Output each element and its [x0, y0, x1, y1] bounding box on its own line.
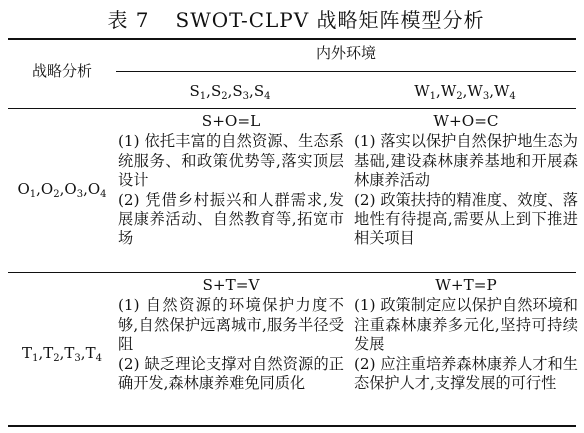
wt-strategy-head: W+T=P — [435, 276, 497, 294]
header-bottom-rule — [8, 108, 576, 109]
wt-strategy-cell — [354, 276, 578, 393]
wo-strategy-cell — [354, 112, 578, 249]
so-strategy-item-1: (1) 依托丰富的自然资源、生态系统服务、和政策优势等,落实顶层设计 — [118, 132, 344, 190]
table-title-text: SWOT-CLPV 战略矩阵模型分析 — [175, 8, 485, 32]
wt-strategy-item-2: (2) 应注重培养森林康养人才和生态保护人才,支撑发展的可行性 — [354, 354, 578, 393]
so-strategy-item-2: (2) 凭借乡村振兴和人群需求,发展康养活动、自然教育等,拓宽市场 — [118, 190, 344, 248]
wo-strategy-item-1: (1) 落实以保护自然保护地生态为基础,建设森林康养基地和开展森林康养活动 — [354, 132, 578, 190]
st-strategy-item-2: (2) 缺乏理论支撑对自然资源的正确开发,森林康养难免同质化 — [118, 354, 344, 393]
strengths-header: $S_1,S_2,S_3,S_4$ — [189, 82, 271, 102]
table-label: 表 7 — [107, 8, 150, 32]
group-header-rule — [116, 71, 576, 72]
top-rule — [8, 38, 576, 40]
st-strategy-item-1: (1) 自然资源的环境保护力度不够,自然保护远离城市,服务半径受阻 — [118, 296, 344, 354]
wo-strategy-item-2: (2) 政策扶持的精准度、效度、落地性有待提高,需要从上到下推进相关项目 — [354, 190, 578, 248]
weaknesses-header: $W_1,W_2,W_3,W_4$ — [414, 82, 516, 102]
wt-strategy-item-1: (1) 政策制定应以保护自然环境和注重森林康养多元化,坚持可持续发展 — [354, 296, 578, 354]
table-title — [0, 4, 584, 33]
so-strategy-cell — [118, 112, 344, 249]
threats-row-label: $T_1,T_2,T_3,T_4$ — [22, 344, 102, 364]
environment-group-header: 内外环境 — [315, 44, 376, 62]
wo-strategy-head: W+O=C — [433, 112, 499, 130]
opportunities-row-label: $O_1,O_2,O_3,O_4$ — [17, 180, 107, 200]
st-strategy-head: S+T=V — [202, 276, 260, 294]
row-divider-rule — [8, 272, 576, 273]
st-strategy-cell — [118, 276, 344, 393]
so-strategy-head: S+O=L — [201, 112, 261, 130]
strategy-analysis-header: 战略分析 — [31, 62, 92, 80]
bottom-rule — [8, 425, 576, 427]
